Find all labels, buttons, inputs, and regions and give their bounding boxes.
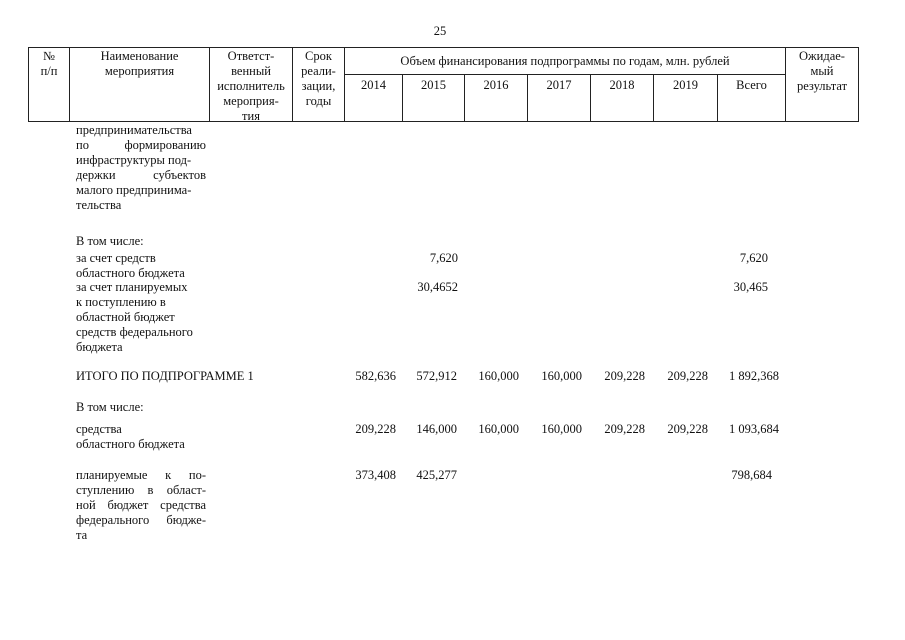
regional-total-value: 7,620 [739,251,768,265]
header-col-responsible: Ответст- венный исполнитель мероприя- тия [217,49,285,123]
text-line: та [76,528,88,542]
federal-total: 798,684 [731,468,772,482]
text-line: планируемые к по- [76,468,206,482]
header-year-2015: 2015 [421,78,446,92]
funding-subheader-rule [344,74,785,75]
header-year-2018: 2018 [609,78,635,92]
text-line: областного бюджета [76,437,185,451]
planned-federal-label [76,280,206,355]
planned-total-value: 30,465 [733,280,768,294]
oblast-2019: 209,228 [667,422,708,436]
text-line: ступлению в област- [76,483,206,497]
text-line: за счет планируемых [76,280,188,294]
col-divider [858,47,859,122]
text-line: ной бюджет средства [76,498,206,512]
text-line: за счет средств [76,251,156,265]
oblast-total: 1 093,684 [729,422,779,436]
header-year-2016: 2016 [483,78,509,92]
total-2016: 160,000 [478,369,519,383]
oblast-2018: 209,228 [604,422,645,436]
federal-planned-label [76,468,206,543]
total-2017: 160,000 [541,369,582,383]
total-2019: 209,228 [667,369,708,383]
header-col-funding: Объем финансирования подпрограммы по годам, млн. рублей [400,54,730,68]
total-2018: 209,228 [604,369,645,383]
including-label-2: В том числе: [76,400,144,414]
text-line: инфраструктуры под- [76,153,192,167]
text-line: областной бюджет [76,310,175,324]
header-year-total: Всего [736,78,767,92]
text-line: предпринимательства [76,123,192,137]
text-line: бюджета [76,340,123,354]
oblast-2016: 160,000 [478,422,519,436]
oblast-2014: 209,228 [355,422,396,436]
text-line: федерального бюдже- [76,513,206,527]
text-line: малого предпринима- [76,183,192,197]
total-2015: 572,912 [416,369,457,383]
header-bottom-rule [28,121,858,122]
text-line: областного бюджета [76,266,185,280]
federal-2014: 373,408 [355,468,396,482]
text-line: средств федерального [76,325,193,339]
header-year-2014: 2014 [361,78,386,92]
oblast-budget-label [76,422,206,452]
header-col-number: № п/п [40,49,58,78]
federal-2015: 425,277 [416,468,457,482]
regional-budget-label [76,251,206,281]
oblast-2015: 146,000 [416,422,457,436]
total-2014: 582,636 [355,369,396,383]
regional-2015-value: 7,620 [429,251,458,265]
header-col-result: Ожидае- мый результат [796,49,848,93]
oblast-2017: 160,000 [541,422,582,436]
text-line: средства [76,422,122,436]
continued-description [76,123,206,213]
header-year-2017: 2017 [546,78,572,92]
header-top-rule [28,47,858,48]
text-line: держки субъектов [76,168,206,182]
text-line: по формированию [76,138,206,152]
text-line: тельства [76,198,122,212]
text-line: к поступлению в [76,295,166,309]
header-year-2019: 2019 [673,78,698,92]
including-label: В том числе: [76,234,144,248]
page-number: 25 [433,24,447,38]
planned-2015-value: 30,4652 [417,280,458,294]
total-all: 1 892,368 [729,369,779,383]
header-col-term: Срок реали- зации, годы [301,49,336,108]
subprogram-total-label: ИТОГО ПО ПОДПРОГРАММЕ 1 [76,369,254,383]
header-col-name: Наименование мероприятия [100,49,179,78]
